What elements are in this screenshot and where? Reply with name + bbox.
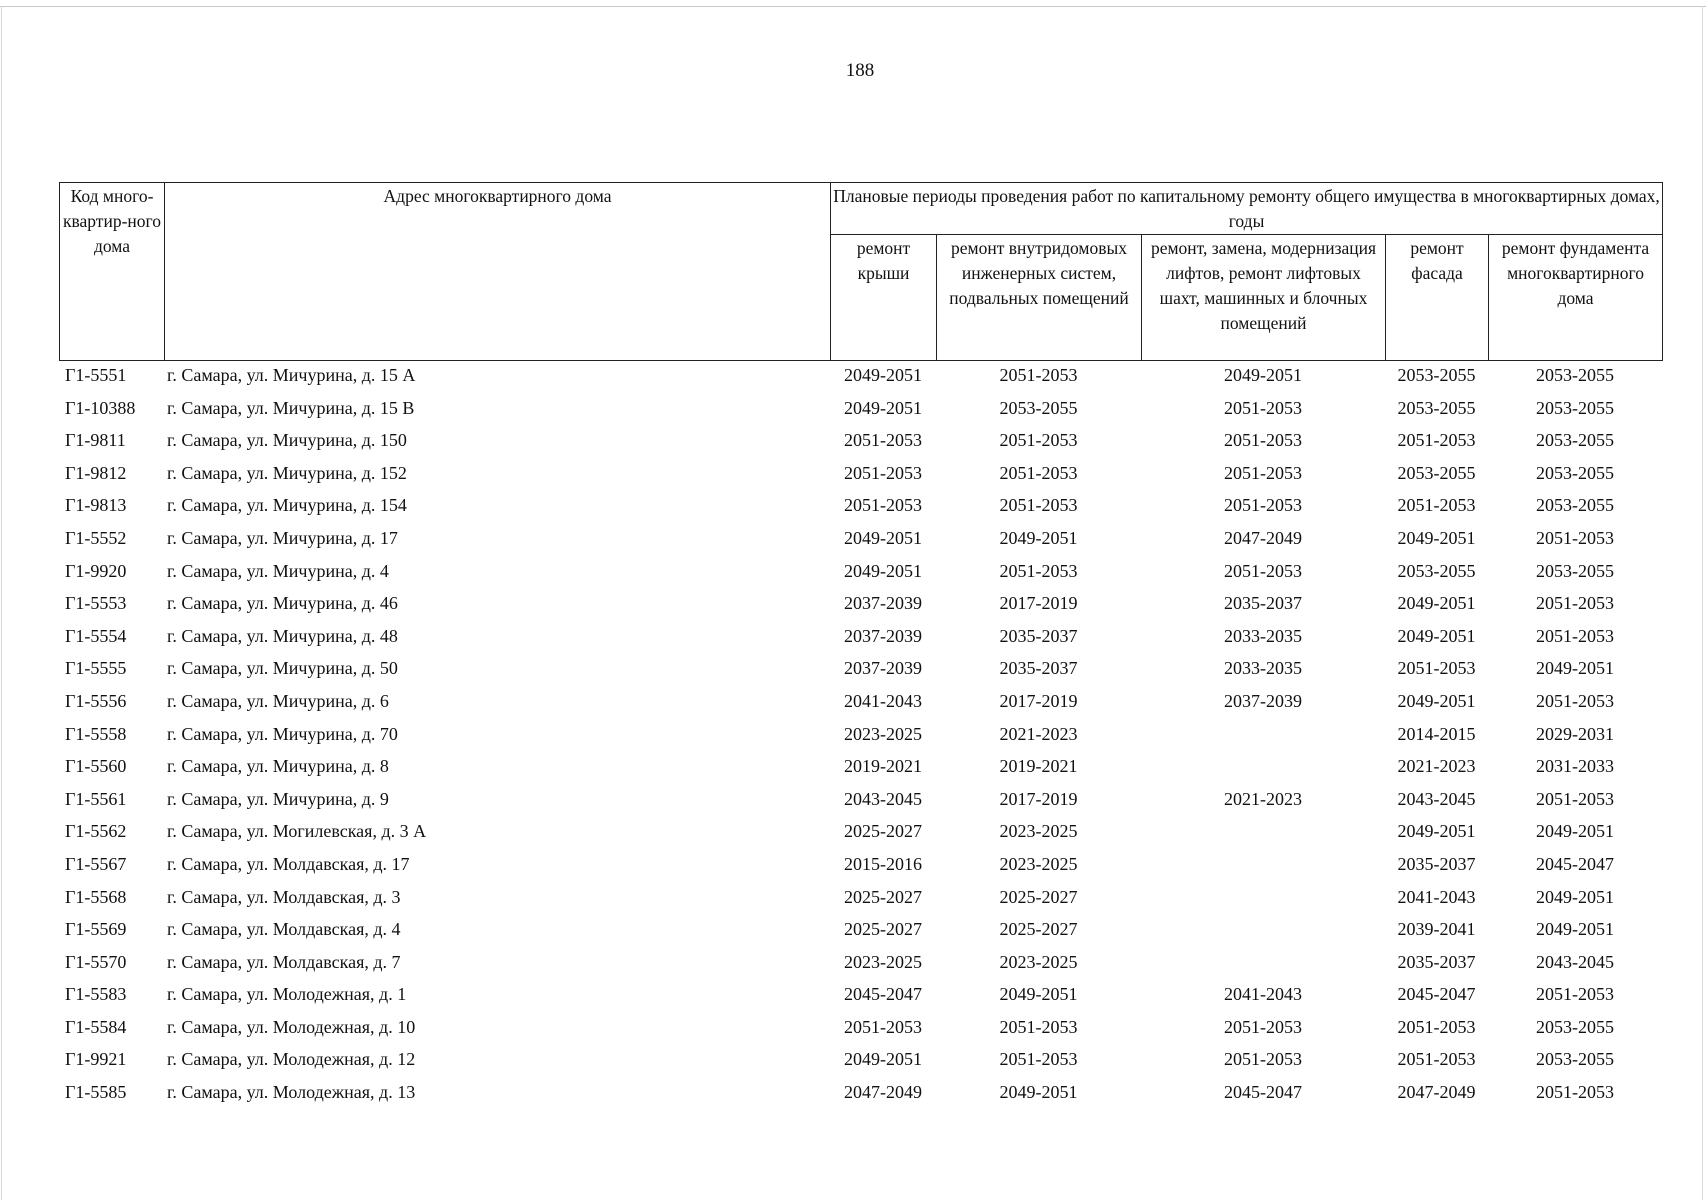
row-code: Г1-9920: [65, 560, 127, 581]
row-engineering-period: 2035-2037: [999, 658, 1078, 679]
row-address: г. Самара, ул. Молодежная, д. 10: [167, 1016, 416, 1037]
row-foundation-period: 2049-2051: [1536, 919, 1614, 940]
header-facade: ремонт фасада: [1386, 235, 1489, 361]
row-engineering-period: 2025-2027: [999, 886, 1078, 907]
row-roof-period: 2037-2039: [844, 658, 922, 679]
row-code: Г1-5569: [65, 919, 127, 940]
row-roof-period: 2015-2016: [844, 853, 922, 874]
page-number: 188: [845, 60, 875, 81]
row-facade-period: 2053-2055: [1397, 397, 1476, 418]
row-lifts-period: 2051-2053: [1224, 495, 1302, 516]
table-row: [59, 818, 1662, 851]
row-foundation-period: 2051-2053: [1536, 788, 1614, 809]
row-lifts-period: 2047-2049: [1224, 527, 1302, 548]
table-row: [59, 492, 1662, 525]
row-engineering-period: 2051-2053: [999, 365, 1078, 385]
row-code: Г1-5567: [65, 853, 127, 874]
row-engineering-period: 2051-2053: [999, 462, 1078, 483]
row-lifts-period: 2051-2053: [1224, 397, 1302, 418]
row-lifts-period: 2051-2053: [1224, 560, 1302, 581]
table-row: [59, 427, 1662, 460]
row-engineering-period: 2051-2053: [999, 560, 1078, 581]
row-foundation-period: 2049-2051: [1536, 658, 1614, 679]
table-row: [59, 1079, 1662, 1112]
row-foundation-period: 2053-2055: [1536, 1049, 1614, 1070]
row-engineering-period: 2023-2025: [999, 951, 1078, 972]
row-roof-period: 2023-2025: [844, 951, 922, 972]
row-roof-period: 2019-2021: [844, 756, 922, 777]
row-code: Г1-10388: [65, 397, 136, 418]
row-roof-period: 2049-2051: [844, 560, 922, 581]
row-address: г. Самара, ул. Мичурина, д. 4: [167, 560, 389, 581]
row-roof-period: 2037-2039: [844, 625, 922, 646]
row-address: г. Самара, ул. Мичурина, д. 154: [167, 495, 407, 516]
row-foundation-period: 2053-2055: [1536, 397, 1614, 418]
row-address: г. Самара, ул. Молдавская, д. 17: [167, 853, 410, 874]
row-lifts-period: 2051-2053: [1224, 430, 1302, 451]
row-lifts-period: 2051-2053: [1224, 462, 1302, 483]
row-facade-period: 2049-2051: [1397, 821, 1476, 842]
row-engineering-period: 2051-2053: [999, 495, 1078, 516]
row-code: Г1-5583: [65, 984, 127, 1005]
row-facade-period: 2051-2053: [1397, 430, 1476, 451]
row-engineering-period: 2017-2019: [999, 690, 1078, 711]
row-lifts-period: 2051-2053: [1224, 1016, 1302, 1037]
row-facade-period: 2049-2051: [1397, 527, 1476, 548]
row-code: Г1-9811: [65, 430, 126, 451]
row-facade-period: 2053-2055: [1397, 560, 1476, 581]
row-lifts-period: 2051-2053: [1224, 1049, 1302, 1070]
row-facade-period: 2014-2015: [1397, 723, 1476, 744]
row-foundation-period: 2053-2055: [1536, 495, 1614, 516]
row-address: г. Самара, ул. Мичурина, д. 70: [167, 723, 398, 744]
row-engineering-period: 2051-2053: [999, 430, 1078, 451]
row-engineering-period: 2049-2051: [999, 527, 1078, 548]
row-roof-period: 2041-2043: [844, 690, 922, 711]
row-lifts-period: 2033-2035: [1224, 658, 1302, 679]
row-engineering-period: 2019-2021: [999, 756, 1078, 777]
table-row: [59, 721, 1662, 754]
row-foundation-period: 2051-2053: [1536, 984, 1614, 1005]
row-address: г. Самара, ул. Мичурина, д. 48: [167, 625, 398, 646]
table-row: [59, 395, 1662, 428]
row-code: Г1-5551: [65, 365, 127, 385]
row-roof-period: 2023-2025: [844, 723, 922, 744]
row-facade-period: 2035-2037: [1397, 951, 1476, 972]
row-address: г. Самара, ул. Мичурина, д. 46: [167, 593, 398, 614]
row-facade-period: 2051-2053: [1397, 658, 1476, 679]
row-foundation-period: 2029-2031: [1536, 723, 1614, 744]
row-code: Г1-5562: [65, 821, 127, 842]
row-address: г. Самара, ул. Мичурина, д. 9: [167, 788, 389, 809]
row-foundation-period: 2049-2051: [1536, 821, 1614, 842]
row-foundation-period: 2051-2053: [1536, 527, 1614, 548]
row-roof-period: 2049-2051: [844, 365, 922, 385]
row-facade-period: 2043-2045: [1397, 788, 1476, 809]
header-planned-periods: Плановые периоды проведения работ по капитальному ремонту общего имущества в многоквартирных домах, годы: [831, 183, 1663, 235]
row-lifts-period: 2035-2037: [1224, 593, 1302, 614]
row-engineering-period: 2017-2019: [999, 788, 1078, 809]
row-roof-period: 2049-2051: [844, 1049, 922, 1070]
row-code: Г1-5585: [65, 1082, 127, 1103]
table-header: [59, 182, 1663, 361]
row-lifts-period: 2045-2047: [1224, 1082, 1302, 1103]
row-lifts-period: 2037-2039: [1224, 690, 1302, 711]
row-roof-period: 2049-2051: [844, 397, 922, 418]
row-facade-period: 2051-2053: [1397, 495, 1476, 516]
row-lifts-period: 2049-2051: [1224, 365, 1302, 385]
table-row: [59, 590, 1662, 623]
row-facade-period: 2053-2055: [1397, 365, 1476, 385]
table-row: [59, 786, 1662, 819]
row-foundation-period: 2043-2045: [1536, 951, 1614, 972]
row-address: г. Самара, ул. Мичурина, д. 152: [167, 462, 407, 483]
row-address: г. Самара, ул. Молдавская, д. 3: [167, 886, 401, 907]
row-engineering-period: 2051-2053: [999, 1049, 1078, 1070]
row-foundation-period: 2051-2053: [1536, 1082, 1614, 1103]
row-facade-period: 2049-2051: [1397, 593, 1476, 614]
row-facade-period: 2051-2053: [1397, 1049, 1476, 1070]
row-foundation-period: 2053-2055: [1536, 560, 1614, 581]
row-foundation-period: 2049-2051: [1536, 886, 1614, 907]
scan-edge-left: [1, 6, 2, 1200]
table-row: [59, 884, 1662, 917]
table-row: [59, 1046, 1662, 1079]
table-row: [59, 981, 1662, 1014]
row-foundation-period: 2053-2055: [1536, 462, 1614, 483]
row-foundation-period: 2051-2053: [1536, 690, 1614, 711]
row-engineering-period: 2023-2025: [999, 853, 1078, 874]
row-foundation-period: 2053-2055: [1536, 365, 1614, 385]
header-roof: ремонт крыши: [831, 235, 937, 361]
row-roof-period: 2051-2053: [844, 462, 922, 483]
row-address: г. Самара, ул. Мичурина, д. 150: [167, 430, 407, 451]
row-facade-period: 2045-2047: [1397, 984, 1476, 1005]
header-lifts: ремонт, замена, модернизация лифтов, ремонт лифтовых шахт, машинных и блочных помещений: [1142, 235, 1386, 361]
table-row: [59, 1014, 1662, 1047]
row-code: Г1-5560: [65, 756, 127, 777]
header-engineering: ремонт внутридомовых инженерных систем, подвальных помещений: [937, 235, 1142, 361]
row-address: г. Самара, ул. Мичурина, д. 50: [167, 658, 398, 679]
row-code: Г1-9812: [65, 462, 127, 483]
row-code: Г1-5568: [65, 886, 127, 907]
row-foundation-period: 2053-2055: [1536, 430, 1614, 451]
row-engineering-period: 2049-2051: [999, 984, 1078, 1005]
row-address: г. Самара, ул. Молодежная, д. 12: [167, 1049, 416, 1070]
row-code: Г1-9921: [65, 1049, 127, 1070]
table-row: [59, 655, 1662, 688]
row-engineering-period: 2017-2019: [999, 593, 1078, 614]
row-code: Г1-5553: [65, 593, 127, 614]
row-address: г. Самара, ул. Молодежная, д. 1: [167, 984, 407, 1005]
row-foundation-period: 2051-2053: [1536, 593, 1614, 614]
row-code: Г1-9813: [65, 495, 127, 516]
scan-edge-top: [0, 6, 1706, 7]
row-engineering-period: 2025-2027: [999, 919, 1078, 940]
row-lifts-period: 2041-2043: [1224, 984, 1302, 1005]
row-address: г. Самара, ул. Мичурина, д. 6: [167, 690, 389, 711]
row-code: Г1-5570: [65, 951, 127, 972]
row-lifts-period: 2021-2023: [1224, 788, 1302, 809]
row-roof-period: 2051-2053: [844, 430, 922, 451]
row-facade-period: 2049-2051: [1397, 690, 1476, 711]
row-code: Г1-5584: [65, 1016, 127, 1037]
row-code: Г1-5558: [65, 723, 127, 744]
row-address: г. Самара, ул. Молдавская, д. 7: [167, 951, 401, 972]
row-roof-period: 2049-2051: [844, 527, 922, 548]
row-facade-period: 2039-2041: [1397, 919, 1476, 940]
table-row: [59, 916, 1662, 949]
row-engineering-period: 2049-2051: [999, 1082, 1078, 1103]
row-address: г. Самара, ул. Мичурина, д. 17: [167, 527, 398, 548]
table-row: [59, 460, 1662, 493]
row-roof-period: 2037-2039: [844, 593, 922, 614]
table-row: [59, 525, 1662, 558]
row-roof-period: 2051-2053: [844, 495, 922, 516]
row-code: Г1-5554: [65, 625, 127, 646]
row-roof-period: 2051-2053: [844, 1016, 922, 1037]
row-roof-period: 2025-2027: [844, 821, 922, 842]
table-row: [59, 623, 1662, 656]
row-facade-period: 2021-2023: [1397, 756, 1476, 777]
table-row: [59, 558, 1662, 591]
row-facade-period: 2053-2055: [1397, 462, 1476, 483]
row-roof-period: 2043-2045: [844, 788, 922, 809]
row-roof-period: 2025-2027: [844, 919, 922, 940]
table-row: [59, 753, 1662, 786]
row-foundation-period: 2031-2033: [1536, 756, 1614, 777]
row-lifts-period: 2033-2035: [1224, 625, 1302, 646]
row-address: г. Самара, ул. Мичурина, д. 8: [167, 756, 389, 777]
row-engineering-period: 2035-2037: [999, 625, 1078, 646]
row-address: г. Самара, ул. Молдавская, д. 4: [167, 919, 401, 940]
table-body: [59, 362, 1662, 1112]
row-facade-period: 2051-2053: [1397, 1016, 1476, 1037]
row-code: Г1-5561: [65, 788, 127, 809]
row-engineering-period: 2051-2053: [999, 1016, 1078, 1037]
row-roof-period: 2025-2027: [844, 886, 922, 907]
table-row: [59, 688, 1662, 721]
row-code: Г1-5552: [65, 527, 127, 548]
row-roof-period: 2047-2049: [844, 1082, 922, 1103]
row-roof-period: 2045-2047: [844, 984, 922, 1005]
table-row: [59, 949, 1662, 982]
row-engineering-period: 2053-2055: [999, 397, 1078, 418]
header-code: Код много-квартир-ного дома: [60, 183, 165, 361]
row-address: г. Самара, ул. Молодежная, д. 13: [167, 1082, 416, 1103]
row-engineering-period: 2021-2023: [999, 723, 1078, 744]
scan-edge-right: [1702, 6, 1703, 1200]
row-code: Г1-5556: [65, 690, 127, 711]
row-foundation-period: 2053-2055: [1536, 1016, 1614, 1037]
row-foundation-period: 2045-2047: [1536, 853, 1614, 874]
row-foundation-period: 2051-2053: [1536, 625, 1614, 646]
row-facade-period: 2049-2051: [1397, 625, 1476, 646]
row-facade-period: 2035-2037: [1397, 853, 1476, 874]
row-facade-period: 2047-2049: [1397, 1082, 1476, 1103]
row-address: г. Самара, ул. Могилевская, д. 3 А: [167, 821, 427, 842]
row-facade-period: 2041-2043: [1397, 886, 1476, 907]
header-foundation: ремонт фундамента многоквартирного дома: [1489, 235, 1663, 361]
row-code: Г1-5555: [65, 658, 127, 679]
table-row: [59, 362, 1662, 395]
row-address: г. Самара, ул. Мичурина, д. 15 А: [167, 365, 416, 385]
table-row: [59, 851, 1662, 884]
header-address: Адрес многоквартирного дома: [165, 183, 831, 361]
row-address: г. Самара, ул. Мичурина, д. 15 В: [167, 397, 415, 418]
row-engineering-period: 2023-2025: [999, 821, 1078, 842]
